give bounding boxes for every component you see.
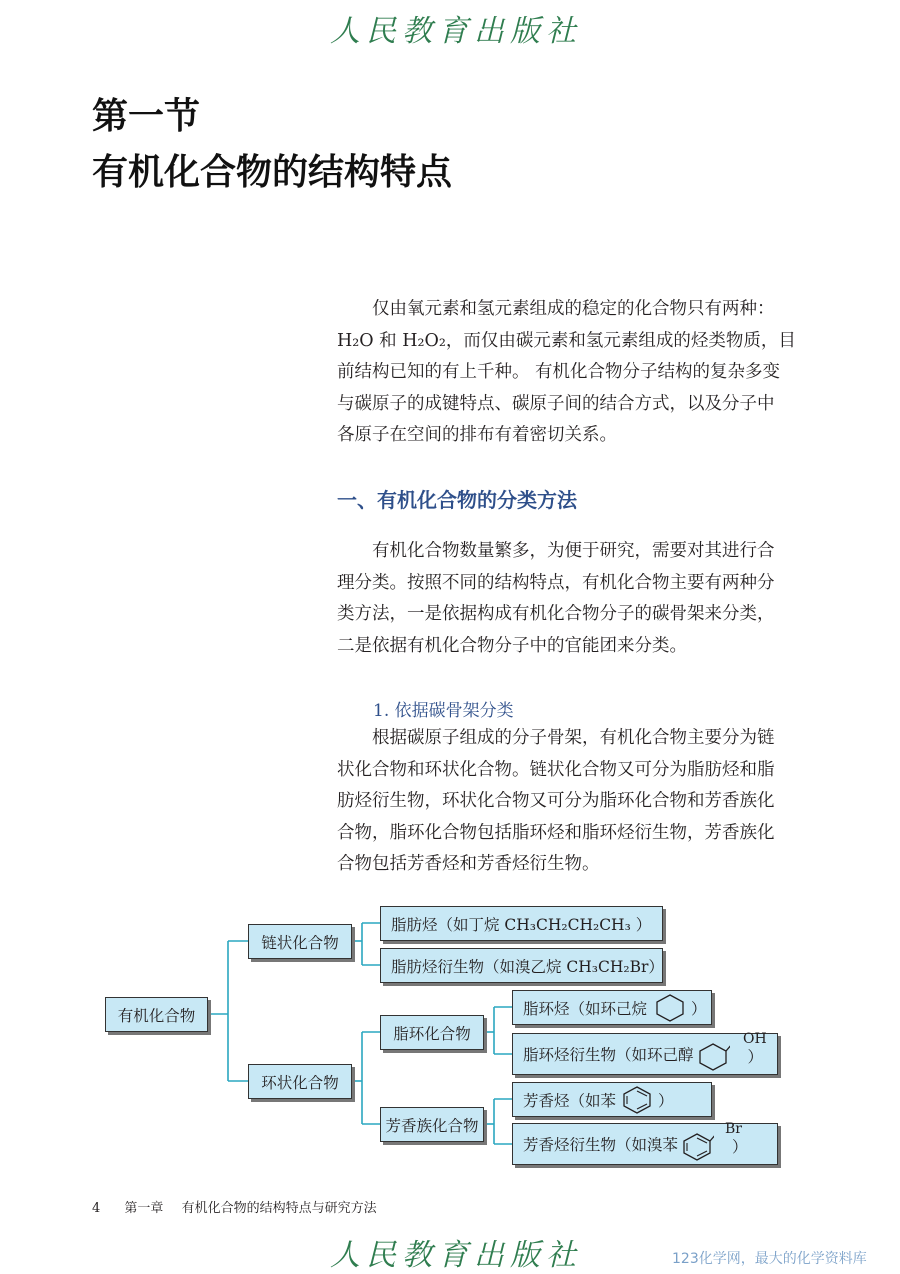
subheading-carbon-skeleton: 1. 依据碳骨架分类: [373, 701, 514, 721]
node-alicyclic-compounds: 脂环化合物: [380, 1015, 484, 1050]
intro-line: 仅由氧元素和氢元素组成的稳定的化合物只有两种：: [372, 299, 775, 319]
cyclohexane-icon: [653, 993, 687, 1023]
node-organic-compounds: 有机化合物: [105, 997, 208, 1032]
para-line: 合物，脂环化合物包括脂环烃和脂环烃衍生物，芳香族化: [337, 822, 775, 843]
node-aliphatic-hydrocarbon: 脂肪烃（如丁烷 CH₃CH₂CH₂CH₃ ）: [380, 906, 663, 941]
close-paren: ）: [747, 1048, 764, 1066]
intro-line: 前结构已知的有上千种。 有机化合物分子结构的复杂多变: [337, 362, 781, 382]
para-line: 根据碳原子组成的分子骨架，有机化合物主要分为链: [372, 728, 775, 748]
aromatic-deriv-label: 芳香烃衍生物（如溴苯: [523, 1136, 679, 1154]
aromatic-hc-label: 芳香烃（如苯: [523, 1091, 617, 1110]
alicyclic-hc-label: 脂环烃（如环己烷: [523, 999, 648, 1018]
close-paren: ）: [691, 999, 707, 1018]
para-line: 状化合物和环状化合物。链状化合物又可分为脂肪烃和脂: [337, 759, 775, 780]
benzene-icon: [620, 1085, 654, 1115]
section-label: 第一节: [92, 95, 201, 137]
close-paren: ）: [732, 1138, 748, 1156]
br-label: Br: [725, 1121, 742, 1137]
oh-label: OH: [743, 1031, 767, 1047]
intro-line: 与碳原子的成键特点、碳原子间的结合方式，以及分子中: [337, 393, 775, 414]
para-line: 二是依据有机化合物分子中的官能团来分类。: [337, 635, 687, 656]
para-line: 类方法，一是依据构成有机化合物分子的碳骨架来分类，: [337, 604, 775, 624]
node-aromatic-compounds: 芳香族化合物: [380, 1107, 484, 1142]
chapter-label: 第一章: [124, 1201, 164, 1216]
para-line: 合物包括芳香烃和芳香烃衍生物。: [337, 854, 600, 874]
bromobenzene-icon: [680, 1130, 714, 1164]
para-line: 理分类。按照不同的结构特点，有机化合物主要有两种分: [337, 572, 775, 593]
node-ring-compounds: 环状化合物: [248, 1064, 352, 1099]
chapter-title: 有机化合物的结构特点与研究方法: [181, 1201, 377, 1216]
page-number: 4: [92, 1201, 101, 1216]
watermark-text: 123化学网，最大的化学资料库: [672, 1251, 867, 1267]
para-line: 肪烃衍生物，环状化合物又可分为脂环化合物和芳香族化: [337, 791, 775, 811]
intro-line: H₂O 和 H₂O₂，而仅由碳元素和氢元素组成的烃类物质，目: [337, 330, 796, 351]
node-alicyclic-derivative: [512, 1033, 778, 1075]
para-line: 有机化合物数量繁多，为便于研究，需要对其进行合: [372, 541, 775, 561]
publisher-logo: 人民教育出版社: [330, 14, 582, 49]
page-footer: [92, 1197, 377, 1216]
node-aliphatic-derivative: 脂肪烃衍生物（如溴乙烷 CH₃CH₂Br）: [380, 948, 663, 983]
alicyclic-deriv-label: 脂环烃衍生物（如环己醇: [523, 1046, 694, 1064]
node-alicyclic-hydrocarbon: [512, 990, 712, 1025]
close-paren: ）: [658, 1091, 674, 1110]
publisher-logo-bottom: 人民教育出版社: [330, 1238, 582, 1273]
node-aromatic-derivative: [512, 1123, 778, 1165]
heading-classification-methods: 一、有机化合物的分类方法: [337, 488, 577, 512]
node-chain-compounds: 链状化合物: [248, 924, 352, 959]
section-title: 有机化合物的结构特点: [92, 151, 453, 193]
intro-line: 各原子在空间的排布有着密切关系。: [337, 425, 617, 445]
node-aromatic-hydrocarbon: [512, 1082, 712, 1117]
cyclohexanol-icon: [696, 1040, 730, 1074]
